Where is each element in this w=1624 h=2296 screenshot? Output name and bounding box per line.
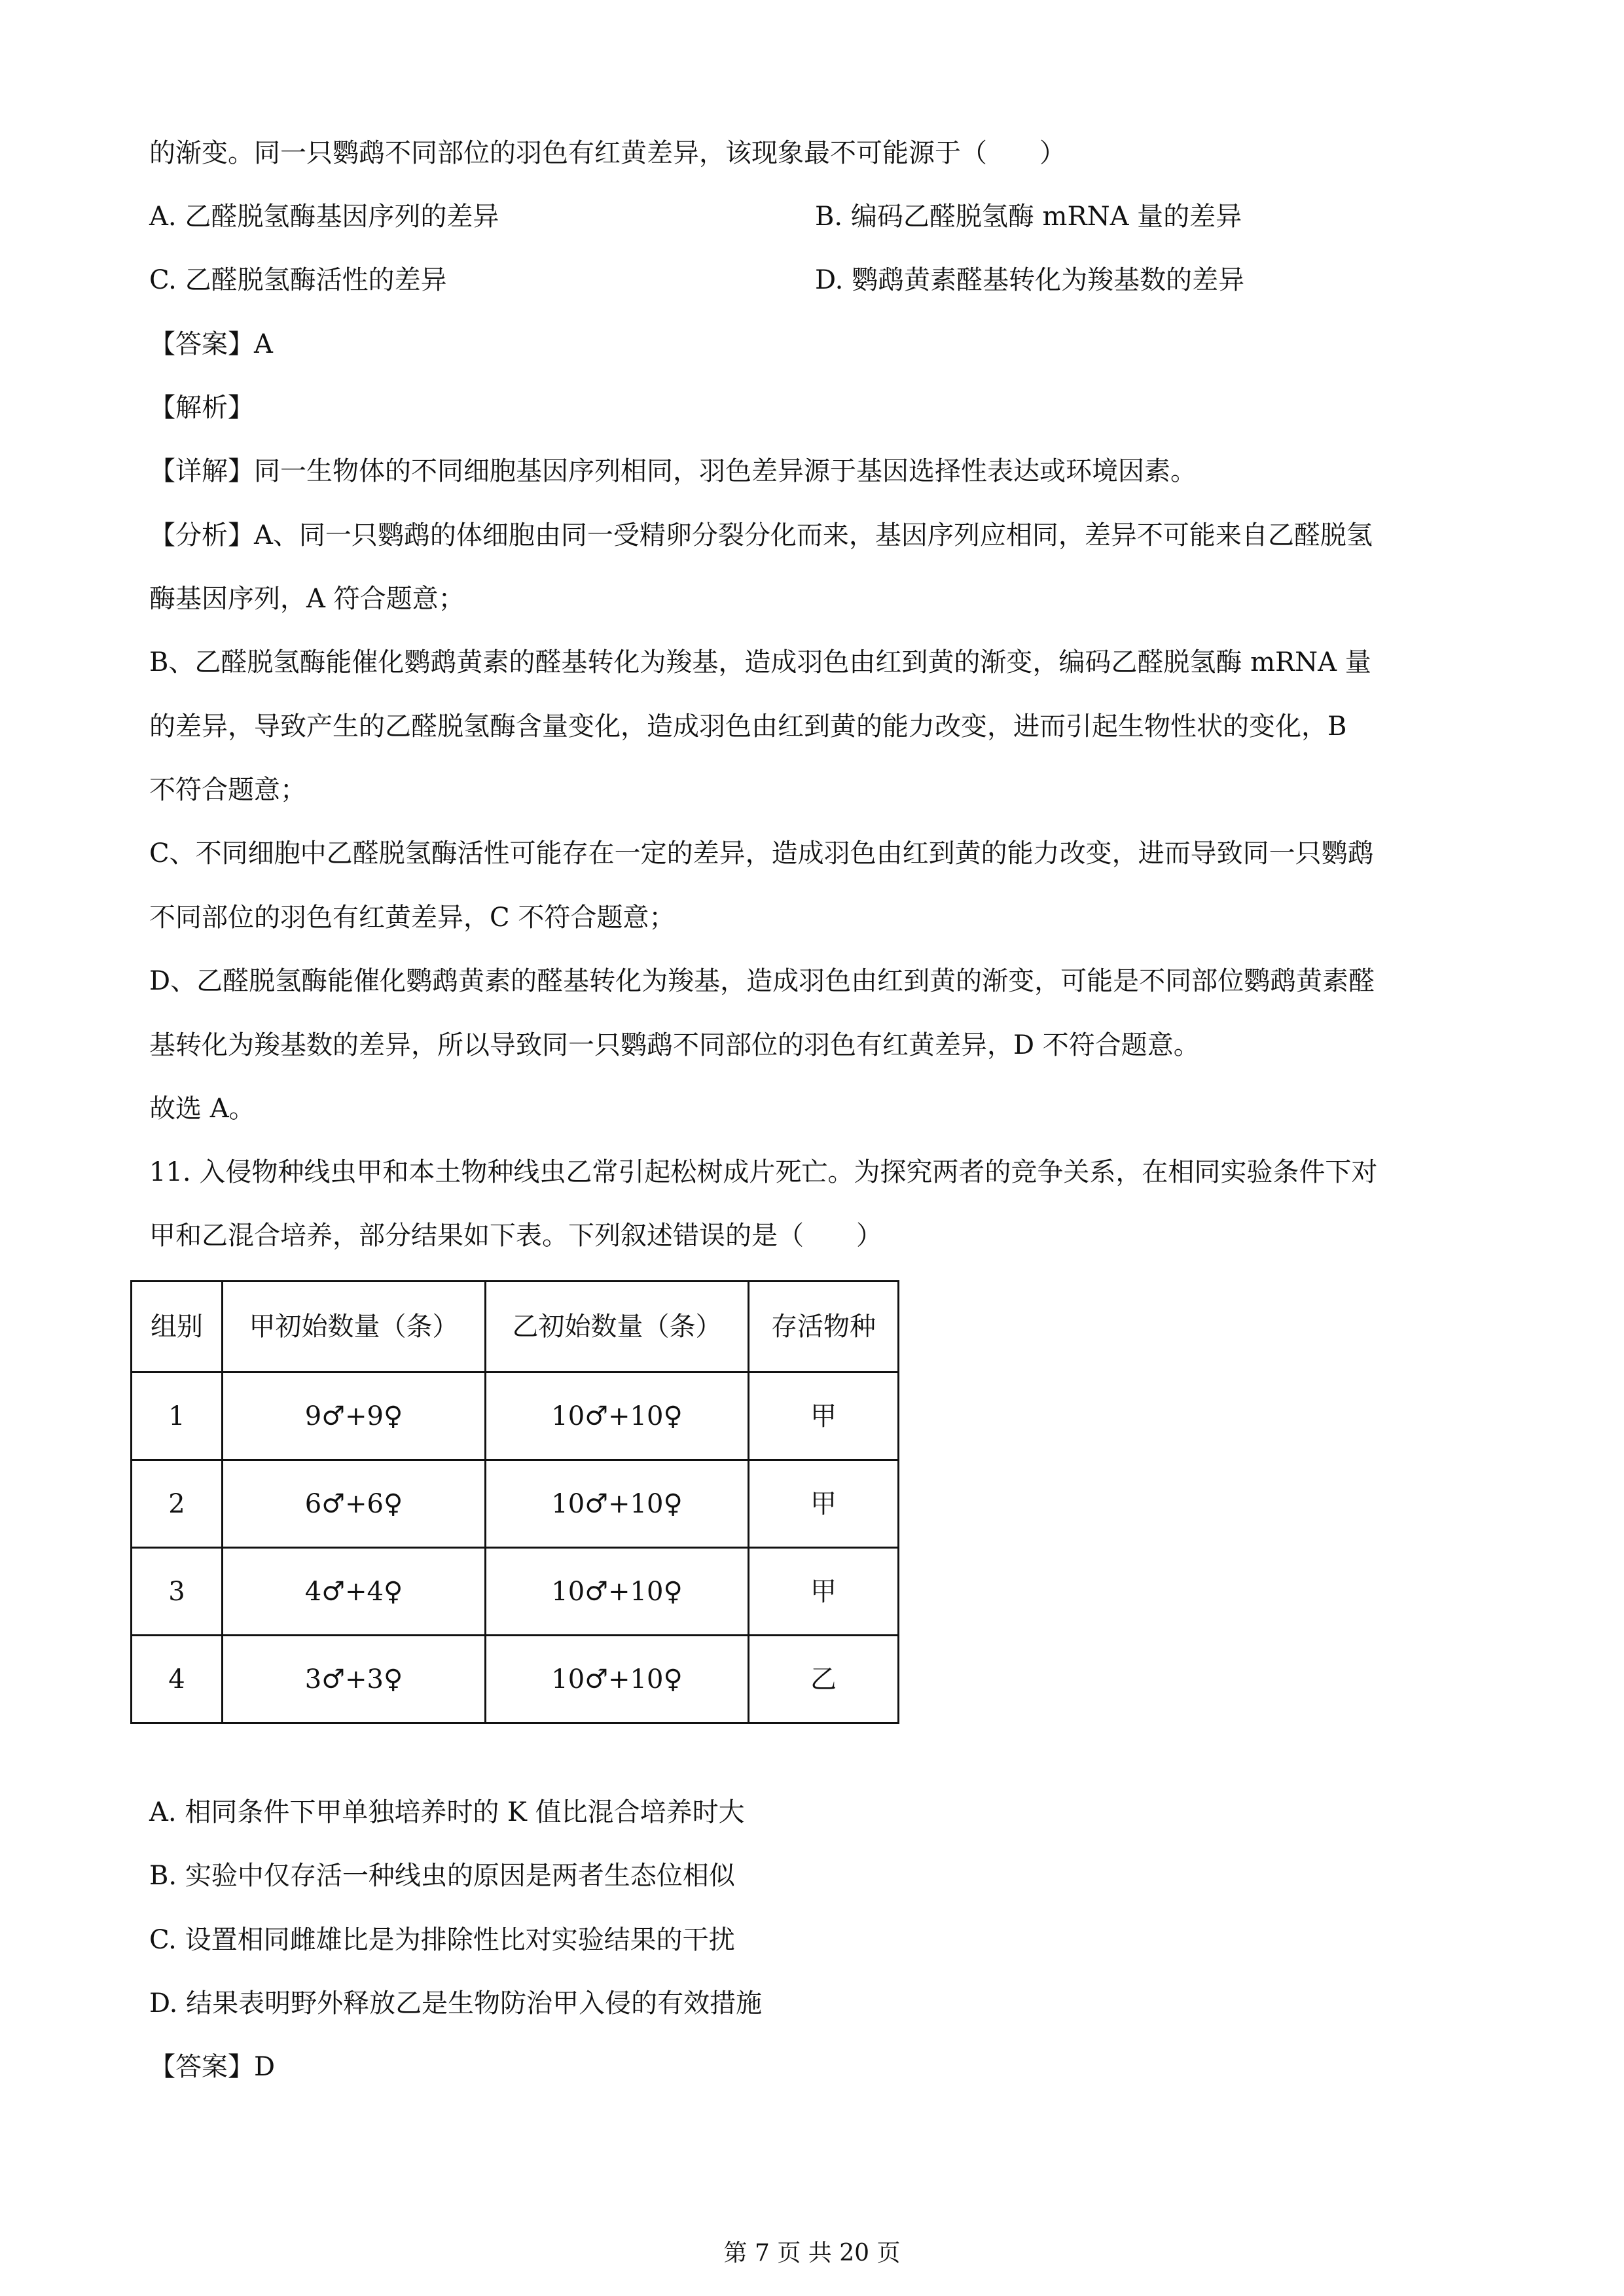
q10-answer: 【答案】A [149,329,273,359]
q11-answer: 【答案】D [149,2052,276,2082]
q11-option-a: A. 相同条件下甲单独培养时的 K 值比混合培养时大 [149,1797,745,1827]
table-cell: 甲 [749,1548,899,1636]
q10-d-line1: D、乙醛脱氢酶能催化鹦鹉黄素的醛基转化为羧基，造成羽色由红到黄的渐变，可能是不同部位鹦鹉黄素醛 [149,966,1375,996]
table-cell: 乙 [749,1636,899,1723]
table-cell: 2 [132,1460,223,1548]
q10-b-line3: 不符合题意； [149,775,306,805]
table-cell: 3♂+3♀ [223,1636,486,1723]
q10-analysis-label: 【解析】 [149,393,254,423]
table-cell: 10♂+10♀ [486,1548,749,1636]
table-header-cell: 组别 [132,1282,223,1372]
q10-option-b: B. 编码乙醛脱氢酶 mRNA 量的差异 [815,202,1242,232]
table-row [132,1372,899,1460]
table-cell: 10♂+10♀ [486,1636,749,1723]
q10-option-c: C. 乙醛脱氢酶活性的差异 [149,265,447,295]
q11-option-c: C. 设置相同雌雄比是为排除性比对实验结果的干扰 [149,1925,735,1955]
table-cell: 4♂+4♀ [223,1548,486,1636]
table-row [132,1636,899,1723]
q10-d-line2: 基转化为羧基数的差异，所以导致同一只鹦鹉不同部位的羽色有红黄差异，D 不符合题意。 [149,1030,1200,1060]
q10-b-line2: 的差异，导致产生的乙醛脱氢酶含量变化，造成羽色由红到黄的能力改变，进而引起生物性状的变化，B [149,711,1347,742]
table-cell: 甲 [749,1372,899,1460]
table-cell: 6♂+6♀ [223,1460,486,1548]
table-cell: 9♂+9♀ [223,1372,486,1460]
table-header-cell: 存活物种 [749,1282,899,1372]
table-cell: 10♂+10♀ [486,1372,749,1460]
q11-results-table [130,1280,899,1724]
q11-stem-line1: 11. 入侵物种线虫甲和本土物种线虫乙常引起松树成片死亡。为探究两者的竞争关系，在相同实验条件下对 [149,1157,1378,1187]
q11-stem-line2: 甲和乙混合培养，部分结果如下表。下列叙述错误的是（ ） [149,1221,882,1251]
page-footer: 第 7 页 共 20 页 [723,2240,901,2267]
q10-detail: 【详解】同一生物体的不同细胞基因序列相同，羽色差异源于基因选择性表达或环境因素。 [149,456,1197,486]
q11-option-d: D. 结果表明野外释放乙是生物防治甲入侵的有效措施 [149,1988,763,2018]
table-row [132,1460,899,1548]
table-row [132,1548,899,1636]
q10-stem-tail: 的渐变。同一只鹦鹉不同部位的羽色有红黄差异，该现象最不可能源于（ ） [149,138,1066,168]
q10-b-line1: B、乙醛脱氢酶能催化鹦鹉黄素的醛基转化为羧基，造成羽色由红到黄的渐变，编码乙醛脱氢酶 mRNA 量 [149,647,1371,677]
table-cell: 1 [132,1372,223,1460]
table-cell: 3 [132,1548,223,1636]
table-header-cell: 乙初始数量（条） [486,1282,749,1372]
table-header-cell: 甲初始数量（条） [223,1282,486,1372]
table-cell: 4 [132,1636,223,1723]
q10-c-line1: C、不同细胞中乙醛脱氢酶活性可能存在一定的差异，造成羽色由红到黄的能力改变，进而导致同一只鹦鹉 [149,838,1374,869]
table-header-row [132,1282,899,1372]
q10-choose: 故选 A。 [149,1094,255,1124]
q11-option-b: B. 实验中仅存活一种线虫的原因是两者生态位相似 [149,1861,735,1891]
q10-fenxi-line1: 【分析】A、同一只鹦鹉的体细胞由同一受精卵分裂分化而来，基因序列应相同，差异不可能来自乙醛脱氢 [149,520,1373,550]
q10-option-d: D. 鹦鹉黄素醛基转化为羧基数的差异 [815,265,1245,295]
q10-fenxi-line2: 酶基因序列，A 符合题意； [149,584,465,614]
table-cell: 10♂+10♀ [486,1460,749,1548]
q10-c-line2: 不同部位的羽色有红黄差异，C 不符合题意； [149,903,676,933]
q10-option-a: A. 乙醛脱氢酶基因序列的差异 [149,202,499,232]
table-cell: 甲 [749,1460,899,1548]
